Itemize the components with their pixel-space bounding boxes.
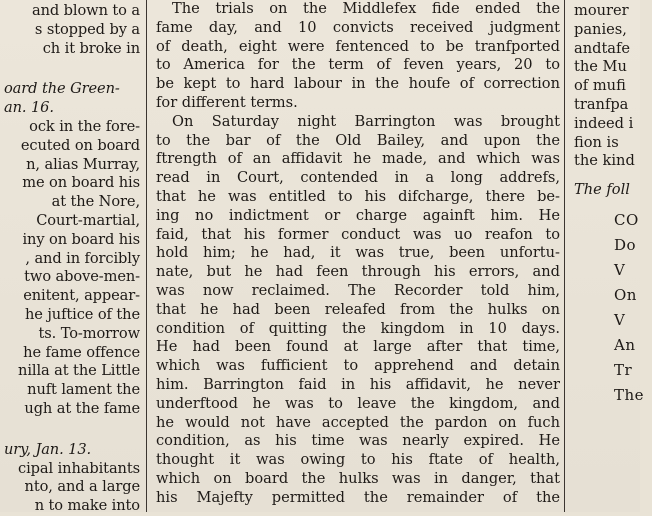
article-line: faid, that his former conduct was uo reafon to — [156, 225, 560, 243]
text-line: ock in the fore- — [29, 117, 140, 135]
heading-capitals: On — [614, 285, 637, 304]
article-line: which on board the hulks was in danger, that — [156, 469, 560, 487]
dateline: an. 16. — [4, 99, 54, 117]
article-line: of death, eight were fentenced to be tranfported — [156, 37, 560, 55]
article-line: ftrength of an affidavit he made, and which was — [156, 150, 560, 168]
article-line: fame day, and 10 convicts received judgment — [156, 18, 560, 36]
text-line: ugh at the fame — [24, 399, 140, 417]
column-gap — [0, 419, 140, 441]
article-line: condition, as his time was nearly expired. He — [156, 432, 560, 450]
article-line: that he was entitled to his difcharge, there be- — [156, 187, 560, 205]
article-line: which was fufficient to apprehend and detain — [156, 357, 560, 375]
article-line: condition of quitting the kingdom in 10 days. — [156, 319, 560, 337]
heading-capitals: CO — [614, 210, 639, 229]
text-line: of mufi — [574, 77, 626, 95]
text-line: panies, — [574, 20, 627, 38]
text-line: andtafe — [574, 39, 631, 57]
article-line: thought it was owing to his ftate of health, — [156, 451, 560, 469]
left-column — [0, 0, 140, 515]
article-line: for different terms. — [156, 93, 298, 111]
heading-capitals: V — [614, 260, 626, 279]
article-line: he would not have accepted the pardon on fuch — [156, 413, 560, 431]
text-line: at the Nore, — [51, 193, 140, 211]
column-rule — [564, 0, 565, 512]
middle-column-article — [156, 0, 560, 512]
heading-capitals: An — [614, 335, 636, 354]
text-line: n to make into — [34, 497, 140, 515]
heading-capitals: V — [614, 310, 626, 329]
text-line: nuft lament the — [27, 381, 140, 399]
article-line: hold him; he had, it was true, been unfortu- — [156, 244, 560, 262]
article-line: He had been found at large after that time, — [156, 338, 560, 356]
article-line: to the bar of the Old Bailey, and upon the — [156, 131, 560, 149]
article-line: read in Court, contended in a long addrefs, — [156, 169, 560, 187]
text-line: ch it broke in — [42, 39, 140, 57]
article-line: to America for the term of feven years, 20 to — [156, 56, 560, 74]
article-line: underftood he was to leave the kingdom, and — [156, 394, 560, 412]
column-gap — [0, 58, 140, 80]
dateline: oard the Green- — [4, 80, 120, 98]
text-line: iny on board his — [22, 230, 140, 248]
article-line: ing no indictment or charge againft him. He — [156, 206, 560, 224]
article-line: On Saturday night Barrington was brought — [172, 112, 560, 130]
text-line: tranfpa — [574, 95, 629, 113]
article-line: him. Barrington faid in his affidavit, he never — [156, 375, 560, 393]
dateline: ury, Jan. 13. — [4, 440, 92, 458]
text-line: s stopped by a — [34, 20, 140, 38]
text-line: nto, and a large — [24, 478, 140, 496]
text-line: fion is — [574, 133, 619, 151]
text-line: enitent, appear- — [23, 287, 140, 305]
text-line: ecuted on board — [20, 136, 140, 154]
article-line: was now reclaimed. The Recorder told him, — [156, 281, 560, 299]
column-rule — [146, 0, 147, 512]
text-line: , and in forcibly — [25, 249, 140, 267]
text-line: me on board his — [22, 174, 140, 192]
section-heading: The foll — [574, 181, 630, 199]
heading-capitals: Do — [614, 235, 637, 254]
text-line: the Mu — [574, 58, 627, 76]
text-line: nilla at the Little — [18, 362, 140, 380]
text-line: and blown to a — [32, 2, 140, 19]
heading-capitals: Tr — [614, 360, 633, 379]
text-line: he juftice of the — [24, 305, 140, 323]
text-line: ts. To-morrow — [38, 324, 140, 342]
right-column — [572, 0, 652, 512]
text-line: he fame offence — [23, 343, 140, 361]
text-line: Court-martial, — [36, 211, 140, 229]
text-line: two above-men- — [24, 268, 140, 286]
article-line: be kept to hard labour in the houfe of correction — [156, 75, 560, 93]
text-line: cipal inhabitants — [18, 459, 140, 477]
article-line: The trials on the Middlefex fide ended the — [172, 0, 560, 17]
text-line: mourer — [574, 2, 629, 19]
heading-capitals: The — [614, 385, 645, 404]
article-line: nate, but he had feen through his errors, and — [156, 263, 560, 281]
text-line: n, alias Murray, — [26, 155, 140, 173]
article-line: that he had been releafed from the hulks on — [156, 300, 560, 318]
text-line: the kind — [574, 152, 635, 170]
article-line: his Majefty permitted the remainder of the — [156, 488, 560, 506]
text-line: indeed i — [574, 114, 634, 132]
